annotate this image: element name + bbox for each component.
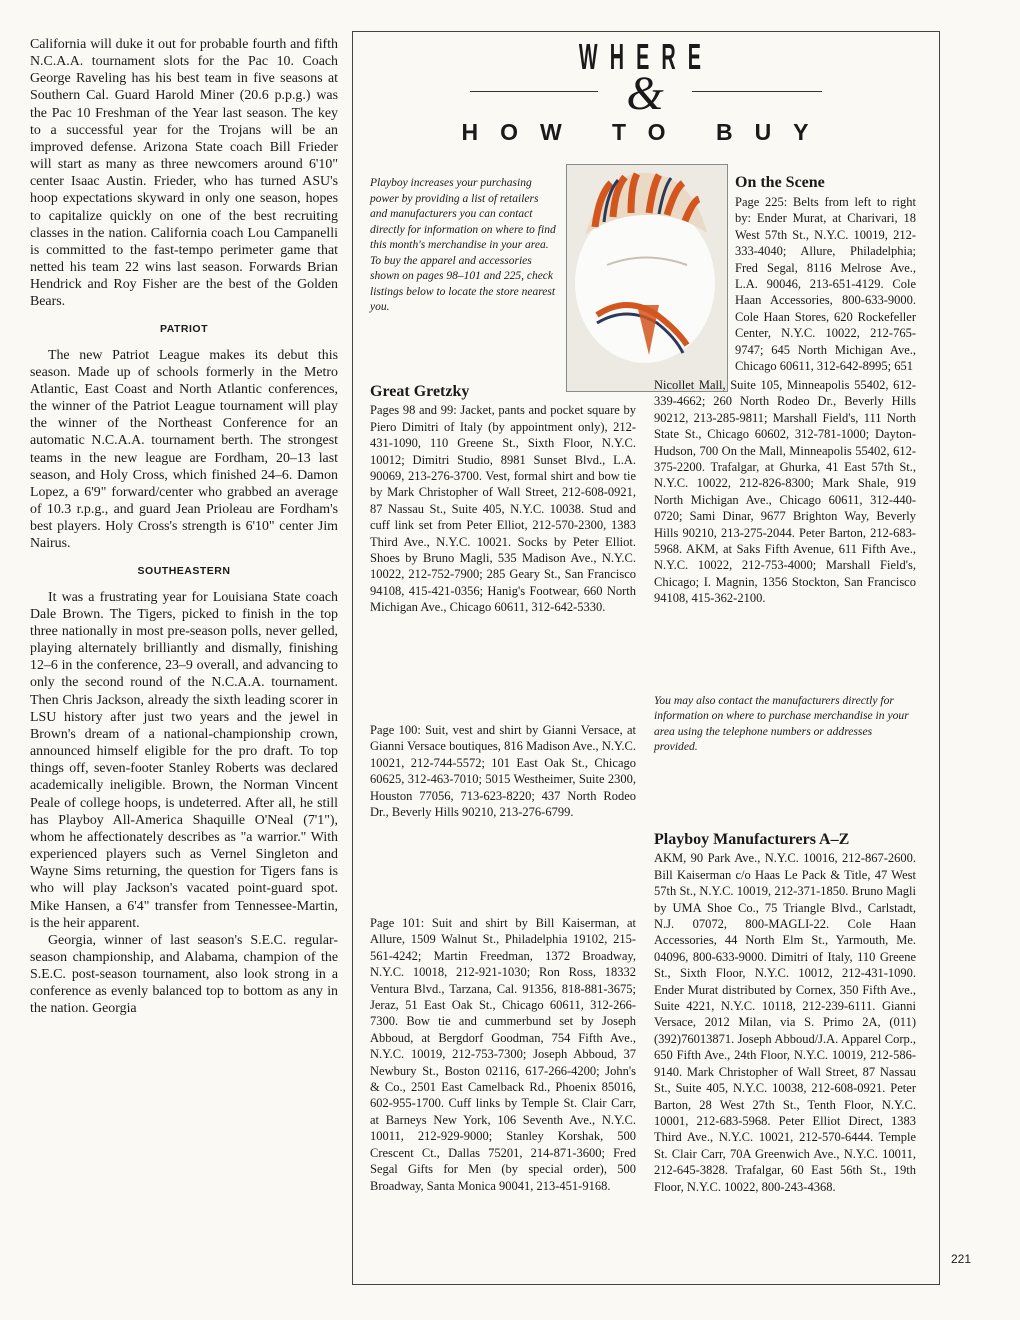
where-heading: WHERE [578,36,714,77]
page-100-block: Page 100: Suit, vest and shirt by Gianni Versace, at Gianni Versace boutiques, 816 Madison Ave., N.Y.C. 10021, 212-744-5572; 101 East Oak St., Chicago 60625, 312-463-7010; 5015 Westheimer, Suite 2300, Houston 77056, 713-623-8220; 437 North Rodeo Dr., Beverly Hills 90210, 213-276-6799. [370,723,636,820]
on-the-scene-title: On the Scene [735,174,825,191]
on-the-scene-block [735,175,915,193]
on-the-scene-body-rest: Nicollet Mall, Suite 105, Minneapolis 55402, 612-339-4662; 260 North Rodeo Dr., Beverly Hills 90212, 213-285-9811; Marshall Field's, 111 North State St., Chicago 60602, 312-781-1000; Dayton-Hudson, 700 On the Mall, Minneapolis 55402, 612-375-2200. Trafalgar, at Ghurka, 41 East 57th St., N.Y.C. 10022, 212-826-8300; Mark Shale, 919 North Michigan Ave., Chicago 60611, 312-440-0720; Sami Dinar, 9677 Brighton Way, Beverly Hills 90210, 213-275-2044. Peter Barton, 212-683-5968. AKM, at Saks Fifth Avenue, 611 Fifth Ave., N.Y.C. 10022, 212-753-4000; Marshall Field's, Chicago; I. Magnin, 1356 Stockton, San Francisco 94108, 415-362-2100. [654,378,916,606]
manufacturers-body: AKM, 90 Park Ave., N.Y.C. 10016, 212-867-2600. Bill Kaiserman c/o Haas Le Pack & Title, 47 West 57th St., N.Y.C. 10019, 212-371-1850. Bruno Magli by UMA Shoe Co., 75 Triangle Blvd., Carlstadt, N.J. 07072, 800-MAGLI-22. Cole Haan Accessories, 44 North Elm St., Yarmouth, Me. 04096, 800-633-9000. Dimitri of Italy, 110 Greene St., Sixth Floor, N.Y.C. 10012, 212-431-1090. Ender Murat distributed by Cornex, 350 Fifth Ave., Suite 4221, N.Y.C. 10118, 212-239-6111. Gianni Versace, 2012 Milan, via S. Primo 2A, (011)(392)76013871. Joseph Abboud/J.A. Apparel Corp., 650 Fifth Ave., 24th Floor, N.Y.C. 10019, 212-586-9140. Mark Christopher of Wall Street, 87 Nassau St., Suite 405, N.Y.C. 10038, 212-608-0921. Peter Barton, 28 West 27th St., Tenth Floor, N.Y.C. 10001, 212-683-5968. Peter Elliot Direct, 1383 Third Ave., N.Y.C. 10021, 212-570-6444. Temple St. Clair Carr, 70A Greenwich Ave., N.Y.C. 10011, 212-645-3828. Trafalgar, 60 East 56th St., 19th Floor, N.Y.C. 10022, 800-243-4368. [654,851,916,1194]
on-the-scene-body-continued [654,377,916,647]
heading-rule-left [470,91,598,92]
page-number: 221 [951,1252,972,1266]
article-paragraph: Georgia, winner of last season's S.E.C. regular-season championship, and Alabama, champion of the S.E.C. post-season tournament, also look strong in a conference as evenly balanced top to bottom as any in the nation. Georgia [30,932,338,1017]
manufacturers-block [654,832,916,1195]
heading-rule-right [692,91,822,92]
section-heading-southeastern: SOUTHEASTERN [137,564,231,577]
on-the-scene-body: Page 225: Belts from left to right by: Ender Murat, at Charivari, 18 West 57th St., N.Y.C. 10019, 212-333-4040; Allure, Philadelphia; Fred Segal, 8116 Melrose Ave., L.A. 90046, 213-651-4129. Cole Haan Accessories, 800-633-9000. Cole Haan Stores, 620 Rockefeller Center, N.Y.C. 10022, 212-765-9747; 645 North Michigan Ave., Chicago 60611, 312-642-8995; 651 [735,195,916,374]
intro-text: Playboy increases your purchasing power by providing a list of retailers and manufacturers you can contact directly for information on where to find this month's merchandise in your area. To buy the apparel and accessories shown on pages 98–101 and 225, check listings below to locate the store nearest you. [370,177,556,313]
page-101-block: Page 101: Suit and shirt by Bill Kaiserman, at Allure, 1509 Walnut St., Philadelphia 19102, 215-561-4242; Martin Freedman, 1372 Broadway, N.Y.C. 10018, 212-921-1030; Ron Ross, 18332 Ventura Blvd., Tarzana, Cal. 91356, 818-881-3675; Jeraz, 51 East Oak St., Chicago 60611, 312-266-7300. Bow tie and cummerbund set by Joseph Abboud, at Bergdorf Goodman, 754 Fifth Ave., N.Y.C. 10019, 212-753-7300; Joseph Abboud, 37 Newbury St., Boston 02116, 617-266-4200; John's & Co., 2501 East Camelback Rd., Phoenix 85016, 602-955-1700. Cuff links by Temple St. Clair Carr, at Barneys New York, 106 Seventh Ave., N.Y.C. 10011, 212-929-9000; Stanley Korshak, 500 Crescent Ct., Dallas 75201, 214-871-3600; Fred Segal Gifts for Men (by special order), 500 Broadway, Santa Monica 90041, 213-451-9168. [370,916,636,1193]
article-paragraph: California will duke it out for probable fourth and fifth N.C.A.A. tournament slots for the Pac 10. Coach George Raveling has his best team in five seasons at Southern Cal. Guard Harold Miner (20.6 p.p.g.) was the Pac 10 Freshman of the Year last season. The key to a successful year for the Trojans will be an improved defense. Arizona State coach Bill Frieder will start as many as three newcomers around 6'10" center Isaac Austin. Frieder, who has turned ASU's hoop expectations skyward in only one season, hopes to capitalize quickly on one of the best recruiting classes in the nation. California coach Lou Campanelli is committed to the fast-tempo perimeter game that netted his team 22 wins last season. Forwards Brian Hendrick and Roy Fisher are the best of the Golden Bears. [30,37,338,310]
left-article-column [30,36,338,1018]
great-gretzky-body: Pages 98 and 99: Jacket, pants and pocket square by Piero Dimitri of Italy (by appointment only), 212-431-1090, 110 Greene St., Sixth Floor, N.Y.C. 10012; Dimitri Studio, 8981 Sunset Blvd., L.A. 90069, 213-276-3700. Vest, formal shirt and bow tie by Mark Christopher of Wall Street, 212-608-0921, 87 Nassau St., Suite 405, N.Y.C. 10038. Stud and cuff link set from Peter Elliot, 212-570-2300, 1383 Third Ave., N.Y.C. 10021. Socks by Peter Elliot. Shoes by Bruno Magli, 535 Madison Ave., N.Y.C. 10022, 212-752-7900; 285 Geary St., San Francisco 94108, 415-421-0356; Hanig's Footwear, 660 North Michigan Ave., Chicago 60611, 312-642-5330. [370,403,636,615]
great-gretzky-block [370,384,636,616]
manufacturers-title: Playboy Manufacturers A–Z [654,831,850,848]
section-heading-patriot: PATRIOT [159,322,209,335]
article-paragraph: It was a frustrating year for Louisiana State coach Dale Brown. The Tigers, picked to finish in the top three nationally in most pre-season polls, never gelled, playing alternately brilliantly and dismally, finishing 12–6 in the conference, 23–9 overall, and advancing to only the second round of the N.C.A.A. tournament. Then Chris Jackson, already the sixth leading scorer in LSU history after just two years and the jewel in Brown's dream of a national-championship crown, announced himself eligible for the pro draft. To top things off, seven-footer Stanley Roberts was declared academically ineligible. Brown, the Norman Vincent Peale of college hoops, is undeterred. After all, he still has Playboy All-America Shaquille O'Neal (7'1"), whom he affectionately describes as "a warrior." With experienced players such as Vernel Singleton and Wayne Sims returning, the question for Tigers fans is who will play Jackson's vacated point-guard spot. Mike Hansen, a 6'4" transfer from Tennessee-Martin, is the heir apparent. [30,589,338,931]
great-gretzky-title: Great Gretzky [370,383,470,400]
contact-note: You may also contact the manufacturers directly for information on where to purchase merchandise in your area using the telephone numbers or addresses provided. [654,694,909,754]
article-paragraph: The new Patriot League makes its debut this season. Made up of schools formerly in the Metro Atlantic, East Coast and North Atlantic conferences, the winner of the Patriot League tournament will play the winner of the Northeast Conference for an automatic N.C.A.A. tournament berth. The strongest teams in the new league are Fordham, 20–13 last season, and Holy Cross, which finished 24–6. Damon Lopez, a 6'9" forward/center who grabbed an average of 10.3 r.p.g., and guard Jean Prioleau are Fordham's best players. Holy Cross's strength is 6'10" center Jim Nairus. [30,347,338,552]
hat-drawing [567,165,727,391]
ampersand: & [626,67,664,120]
hat-illustration [566,164,728,392]
how-to-buy-heading: HOW TO BUY [461,119,831,145]
on-the-scene-body-top [735,194,916,377]
